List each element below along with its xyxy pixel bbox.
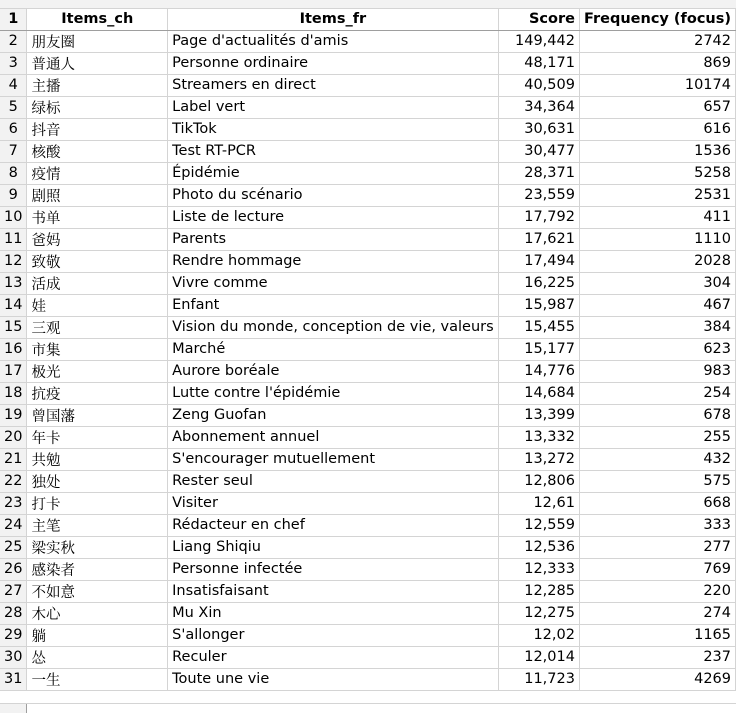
cell-frequency[interactable]: 983: [579, 360, 735, 382]
cell-frequency[interactable]: 274: [579, 602, 735, 624]
cell-items-ch[interactable]: 极光: [27, 360, 168, 382]
cell-items-ch[interactable]: 娃: [27, 294, 168, 316]
row-number[interactable]: 1: [0, 9, 27, 30]
cell-score[interactable]: 16,225: [498, 272, 579, 294]
cell-frequency[interactable]: 769: [579, 558, 735, 580]
cell-items-fr[interactable]: Mu Xin: [168, 602, 499, 624]
cell-frequency[interactable]: 304: [579, 272, 735, 294]
cell-frequency[interactable]: 657: [579, 96, 735, 118]
cell-items-fr[interactable]: Toute une vie: [168, 668, 499, 690]
row-number[interactable]: 9: [0, 184, 27, 206]
table-row: [0, 470, 736, 492]
cell-score[interactable]: 12,61: [498, 492, 579, 514]
cell-items-fr[interactable]: Lutte contre l'épidémie: [168, 382, 499, 404]
row-number[interactable]: 19: [0, 404, 27, 426]
cell-items-ch[interactable]: 市集: [27, 338, 168, 360]
cell-score[interactable]: 12,536: [498, 536, 579, 558]
cell-score[interactable]: 23,559: [498, 184, 579, 206]
cell-score[interactable]: 40,509: [498, 74, 579, 96]
cell-items-fr[interactable]: Rendre hommage: [168, 250, 499, 272]
table-row: [0, 228, 736, 250]
cell-frequency[interactable]: 668: [579, 492, 735, 514]
cell-frequency[interactable]: 220: [579, 580, 735, 602]
cell-frequency[interactable]: 678: [579, 404, 735, 426]
cell-items-ch[interactable]: 抗疫: [27, 382, 168, 404]
cell-score[interactable]: 15,177: [498, 338, 579, 360]
cell-score[interactable]: 14,776: [498, 360, 579, 382]
cell-items-fr[interactable]: Parents: [168, 228, 499, 250]
cell-items-fr[interactable]: Insatisfaisant: [168, 580, 499, 602]
cell-items-ch[interactable]: 抖音: [27, 118, 168, 140]
cell-frequency[interactable]: 432: [579, 448, 735, 470]
cell-frequency[interactable]: 1110: [579, 228, 735, 250]
cell-items-fr[interactable]: Enfant: [168, 294, 499, 316]
table-row: [0, 514, 736, 536]
table-body: [0, 30, 736, 690]
header-cell-items-ch[interactable]: Items_ch: [27, 9, 168, 30]
cell-score[interactable]: 12,02: [498, 624, 579, 646]
cell-score[interactable]: 11,723: [498, 668, 579, 690]
cell-frequency[interactable]: 2742: [579, 30, 735, 52]
cell-items-ch[interactable]: 怂: [27, 646, 168, 668]
row-number[interactable]: 22: [0, 470, 27, 492]
cell-items-ch[interactable]: 梁实秋: [27, 536, 168, 558]
cell-score[interactable]: 17,621: [498, 228, 579, 250]
row-number[interactable]: 25: [0, 536, 27, 558]
cell-items-ch[interactable]: 活成: [27, 272, 168, 294]
cell-score[interactable]: 30,477: [498, 140, 579, 162]
cell-items-fr[interactable]: Vision du monde, conception de vie, valeurs: [168, 316, 499, 338]
cell-score[interactable]: 28,371: [498, 162, 579, 184]
cell-items-ch[interactable]: 致敬: [27, 250, 168, 272]
row-number[interactable]: 15: [0, 316, 27, 338]
cell-frequency[interactable]: 616: [579, 118, 735, 140]
cell-items-fr[interactable]: Personne infectée: [168, 558, 499, 580]
cell-frequency[interactable]: 575: [579, 470, 735, 492]
header-cell-frequency[interactable]: Frequency (focus): [579, 9, 735, 30]
cell-frequency[interactable]: 1536: [579, 140, 735, 162]
row-number[interactable]: 11: [0, 228, 27, 250]
cell-frequency[interactable]: 2531: [579, 184, 735, 206]
cell-items-fr[interactable]: Marché: [168, 338, 499, 360]
cell-frequency[interactable]: 10174: [579, 74, 735, 96]
row-number[interactable]: 30: [0, 646, 27, 668]
cell-score[interactable]: 12,285: [498, 580, 579, 602]
cell-score[interactable]: 12,806: [498, 470, 579, 492]
cell-score[interactable]: 48,171: [498, 52, 579, 74]
table-row: [0, 492, 736, 514]
cell-items-fr[interactable]: Abonnement annuel: [168, 426, 499, 448]
cell-frequency[interactable]: 869: [579, 52, 735, 74]
cell-frequency[interactable]: 4269: [579, 668, 735, 690]
cell-items-fr[interactable]: Label vert: [168, 96, 499, 118]
cell-frequency[interactable]: 333: [579, 514, 735, 536]
cell-items-ch[interactable]: 独处: [27, 470, 168, 492]
cell-items-ch[interactable]: 共勉: [27, 448, 168, 470]
table-row: [0, 646, 736, 668]
table-row: [0, 316, 736, 338]
partial-row: [0, 703, 736, 712]
table-row: [0, 536, 736, 558]
row-number[interactable]: 5: [0, 96, 27, 118]
row-number[interactable]: 29: [0, 624, 27, 646]
row-number[interactable]: 10: [0, 206, 27, 228]
cell-items-fr[interactable]: Aurore boréale: [168, 360, 499, 382]
cell-frequency[interactable]: 237: [579, 646, 735, 668]
cell-frequency[interactable]: 277: [579, 536, 735, 558]
cell-items-ch[interactable]: 一生: [27, 668, 168, 690]
row-number[interactable]: 3: [0, 52, 27, 74]
cell-items-ch[interactable]: 主播: [27, 74, 168, 96]
cell-items-fr[interactable]: Liang Shiqiu: [168, 536, 499, 558]
column-header-strip: [0, 0, 736, 9]
cell-items-fr[interactable]: S'encourager mutuellement: [168, 448, 499, 470]
table-row: [0, 250, 736, 272]
table-row: [0, 558, 736, 580]
row-number[interactable]: 17: [0, 360, 27, 382]
table-row: [0, 668, 736, 690]
cell-frequency[interactable]: 255: [579, 426, 735, 448]
row-number[interactable]: 7: [0, 140, 27, 162]
cell-score[interactable]: 12,559: [498, 514, 579, 536]
row-number[interactable]: 28: [0, 602, 27, 624]
row-number[interactable]: 24: [0, 514, 27, 536]
table-row: [0, 404, 736, 426]
cell-items-ch[interactable]: 剧照: [27, 184, 168, 206]
cell-items-ch[interactable]: 书单: [27, 206, 168, 228]
row-number[interactable]: 16: [0, 338, 27, 360]
row-number[interactable]: 23: [0, 492, 27, 514]
row-number[interactable]: 31: [0, 668, 27, 690]
cell-score[interactable]: 34,364: [498, 96, 579, 118]
cell-score[interactable]: 30,631: [498, 118, 579, 140]
row-number[interactable]: 4: [0, 74, 27, 96]
cell-items-fr[interactable]: Page d'actualités d'amis: [168, 30, 499, 52]
row-number[interactable]: 26: [0, 558, 27, 580]
cell-items-ch[interactable]: 朋友圈: [27, 30, 168, 52]
cell-items-fr[interactable]: Rester seul: [168, 470, 499, 492]
row-number[interactable]: 18: [0, 382, 27, 404]
cell-items-ch[interactable]: 主笔: [27, 514, 168, 536]
cell-items-fr[interactable]: Épidémie: [168, 162, 499, 184]
cell-items-fr[interactable]: Visiter: [168, 492, 499, 514]
cell-items-fr[interactable]: Reculer: [168, 646, 499, 668]
cell-items-ch[interactable]: 曾国藩: [27, 404, 168, 426]
table-row: [0, 184, 736, 206]
table-row: [0, 206, 736, 228]
table-row: [0, 338, 736, 360]
cell-items-ch[interactable]: 核酸: [27, 140, 168, 162]
table-row: [0, 140, 736, 162]
table-row: [0, 382, 736, 404]
cell-items-fr[interactable]: TikTok: [168, 118, 499, 140]
cell-score[interactable]: 149,442: [498, 30, 579, 52]
header-row: [0, 9, 736, 30]
cell-score[interactable]: 15,455: [498, 316, 579, 338]
cell-items-ch[interactable]: 普通人: [27, 52, 168, 74]
cell-frequency[interactable]: 1165: [579, 624, 735, 646]
table-row: [0, 52, 736, 74]
row-number[interactable]: 8: [0, 162, 27, 184]
cell-items-ch[interactable]: 三观: [27, 316, 168, 338]
table-row: [0, 30, 736, 52]
cell-score[interactable]: 17,792: [498, 206, 579, 228]
cell-frequency[interactable]: 5258: [579, 162, 735, 184]
cell-items-ch[interactable]: 木心: [27, 602, 168, 624]
table-row: [0, 74, 736, 96]
cell-items-ch[interactable]: 疫情: [27, 162, 168, 184]
table-row: [0, 448, 736, 470]
table-row: [0, 426, 736, 448]
cell-frequency[interactable]: 411: [579, 206, 735, 228]
cell-score[interactable]: 12,333: [498, 558, 579, 580]
cell-frequency[interactable]: 384: [579, 316, 735, 338]
cell-items-fr[interactable]: Test RT-PCR: [168, 140, 499, 162]
row-number[interactable]: 21: [0, 448, 27, 470]
row-number[interactable]: 27: [0, 580, 27, 602]
cell-items-ch[interactable]: 打卡: [27, 492, 168, 514]
table-row: [0, 602, 736, 624]
cell-items-ch[interactable]: 感染者: [27, 558, 168, 580]
cell-items-fr[interactable]: Vivre comme: [168, 272, 499, 294]
cell-score[interactable]: 12,014: [498, 646, 579, 668]
spreadsheet-table: [0, 9, 736, 691]
cell-items-fr[interactable]: Photo du scénario: [168, 184, 499, 206]
table-row: [0, 294, 736, 316]
cell-items-ch[interactable]: 绿标: [27, 96, 168, 118]
cell-score[interactable]: 12,275: [498, 602, 579, 624]
row-number[interactable]: 13: [0, 272, 27, 294]
cell-score[interactable]: 13,332: [498, 426, 579, 448]
table-row: [0, 580, 736, 602]
cell-frequency[interactable]: 623: [579, 338, 735, 360]
cell-items-fr[interactable]: Personne ordinaire: [168, 52, 499, 74]
table-row: [0, 118, 736, 140]
cell-frequency[interactable]: 254: [579, 382, 735, 404]
cell-items-ch[interactable]: 躺: [27, 624, 168, 646]
row-number[interactable]: 12: [0, 250, 27, 272]
row-number[interactable]: 20: [0, 426, 27, 448]
cell-frequency[interactable]: 2028: [579, 250, 735, 272]
header-cell-items-fr[interactable]: Items_fr: [168, 9, 499, 30]
cell-score[interactable]: 13,399: [498, 404, 579, 426]
row-number[interactable]: 14: [0, 294, 27, 316]
cell-items-fr[interactable]: Liste de lecture: [168, 206, 499, 228]
table-row: [0, 624, 736, 646]
cell-items-ch[interactable]: 年卡: [27, 426, 168, 448]
table-row: [0, 96, 736, 118]
table-row: [0, 360, 736, 382]
cell-items-ch[interactable]: 不如意: [27, 580, 168, 602]
cell-items-ch[interactable]: 爸妈: [27, 228, 168, 250]
cell-items-fr[interactable]: Zeng Guofan: [168, 404, 499, 426]
row-number[interactable]: 2: [0, 30, 27, 52]
cell-items-fr[interactable]: Rédacteur en chef: [168, 514, 499, 536]
cell-items-fr[interactable]: Streamers en direct: [168, 74, 499, 96]
cell-score[interactable]: 13,272: [498, 448, 579, 470]
table-row: [0, 162, 736, 184]
cell-score[interactable]: 15,987: [498, 294, 579, 316]
header-cell-score[interactable]: Score: [498, 9, 579, 30]
table-row: [0, 272, 736, 294]
cell-score[interactable]: 17,494: [498, 250, 579, 272]
cell-frequency[interactable]: 467: [579, 294, 735, 316]
cell-items-fr[interactable]: S'allonger: [168, 624, 499, 646]
row-number[interactable]: 6: [0, 118, 27, 140]
cell-score[interactable]: 14,684: [498, 382, 579, 404]
